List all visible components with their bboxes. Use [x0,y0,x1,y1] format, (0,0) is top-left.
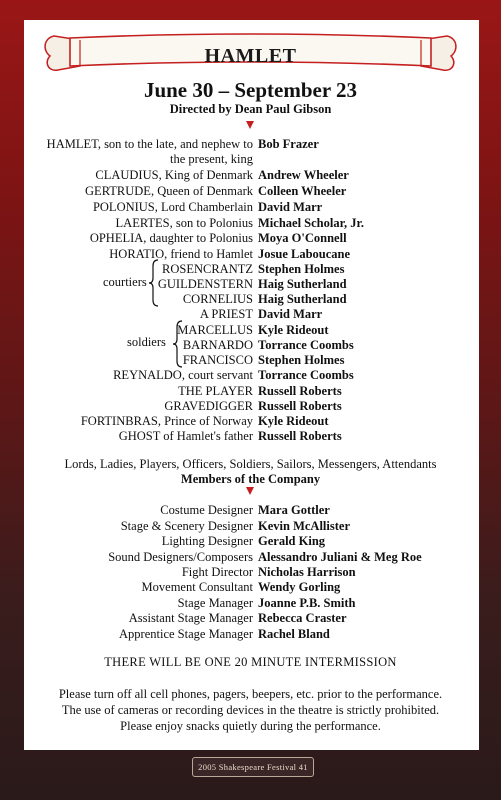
cast-role: FRANCISCO [182,353,253,367]
cast-actor: Michael Scholar, Jr. [258,216,365,230]
cast-role: LAERTES, son to Polonius [115,216,253,230]
soldiers-brace-icon [172,319,184,369]
cast-role: BARNARDO [182,338,253,352]
crew-role: Movement Consultant [141,580,253,594]
crew-name: Gerald King [258,534,326,548]
cast-role: REYNALDO, court servant [113,368,253,382]
crew-role: Stage Manager [177,596,253,610]
page-footer: 2005 Shakespeare Festival 41 [192,757,314,777]
crew-name: Rebecca Craster [258,611,347,625]
cast-role: GHOST of Hamlet's father [118,429,253,443]
crew-role: Sound Designers/Composers [108,550,253,564]
cast-actor: Kyle Rideout [258,323,329,337]
cast-role: POLONIUS, Lord Chamberlain [92,200,253,214]
courtiers-brace-icon [148,258,160,308]
cast-role: MARCELLUS [177,323,253,337]
cast-actor: Bob Frazer [258,137,319,151]
cast-role: THE PLAYER [178,384,253,398]
cast-role: the present, king [170,152,253,166]
cast-role: ROSENCRANTZ [162,262,253,276]
cast-actor: Josue Laboucane [258,247,351,261]
crew-role: Costume Designer [160,503,253,517]
crew-name: Alessandro Juliani & Meg Roe [258,550,422,564]
cast-role: OPHELIA, daughter to Polonius [89,231,253,245]
crew-role: Stage & Scenery Designer [120,519,253,533]
cast-actor: Russell Roberts [258,384,342,398]
cast-actor: Torrance Coombs [258,368,354,382]
crew-name: Joanne P.B. Smith [258,596,356,610]
cast-actor: Russell Roberts [258,429,342,443]
cast-actor: Russell Roberts [258,399,342,413]
notice-line: The use of cameras or recording devices in the theatre is strictly prohibited. [61,703,440,717]
crew-name: Rachel Bland [258,627,330,641]
crew-name: Mara Gottler [258,503,330,517]
run-dates: June 30 – September 23 [143,78,358,102]
cast-actor: Colleen Wheeler [258,184,347,198]
divider-triangle-icon [246,121,254,129]
play-title: HAMLET [204,45,297,67]
cast-actor: Andrew Wheeler [258,168,349,182]
cast-role: FORTINBRAS, Prince of Norway [80,414,253,428]
soldiers-label: soldiers [127,335,166,349]
company-roles: Lords, Ladies, Players, Officers, Soldiers, Sailors, Messengers, Attendants [64,457,437,471]
crew-role: Apprentice Stage Manager [119,627,253,641]
cast-role: HORATIO, friend to Hamlet [109,247,253,261]
crew-role: Fight Director [181,565,253,579]
courtiers-label: courtiers [103,275,147,289]
crew-role: Lighting Designer [161,534,253,548]
cast-role: HAMLET, son to the late, and nephew to [46,137,253,151]
cast-actor: Torrance Coombs [258,338,354,352]
director-credit: Directed by Dean Paul Gibson [169,102,332,116]
cast-actor: Haig Sutherland [258,277,347,291]
company-credit: Members of the Company [180,472,321,486]
cast-role: GUILDENSTERN [157,277,253,291]
cast-role: CLAUDIUS, King of Denmark [95,168,253,182]
crew-name: Wendy Gorling [258,580,341,594]
cast-actor: Stephen Holmes [258,262,345,276]
cast-actor: David Marr [258,200,323,214]
cast-role: GRAVEDIGGER [164,399,253,413]
notice-line: Please enjoy snacks quietly during the performance. [120,719,381,733]
cast-role: A PRIEST [199,307,253,321]
cast-role: CORNELIUS [182,292,253,306]
cast-actor: Haig Sutherland [258,292,347,306]
cast-actor: Kyle Rideout [258,414,329,428]
intermission-notice: THERE WILL BE ONE 20 MINUTE INTERMISSION [104,655,397,669]
crew-role: Assistant Stage Manager [128,611,253,625]
cast-actor: Moya O'Connell [258,231,347,245]
crew-name: Kevin McAllister [258,519,350,533]
cast-actor: Stephen Holmes [258,353,345,367]
cast-actor: David Marr [258,307,323,321]
cast-role: GERTRUDE, Queen of Denmark [85,184,253,198]
divider-triangle-icon [246,487,254,495]
crew-name: Nicholas Harrison [258,565,356,579]
notice-line: Please turn off all cell phones, pagers, beepers, etc. prior to the performance. [58,687,443,701]
